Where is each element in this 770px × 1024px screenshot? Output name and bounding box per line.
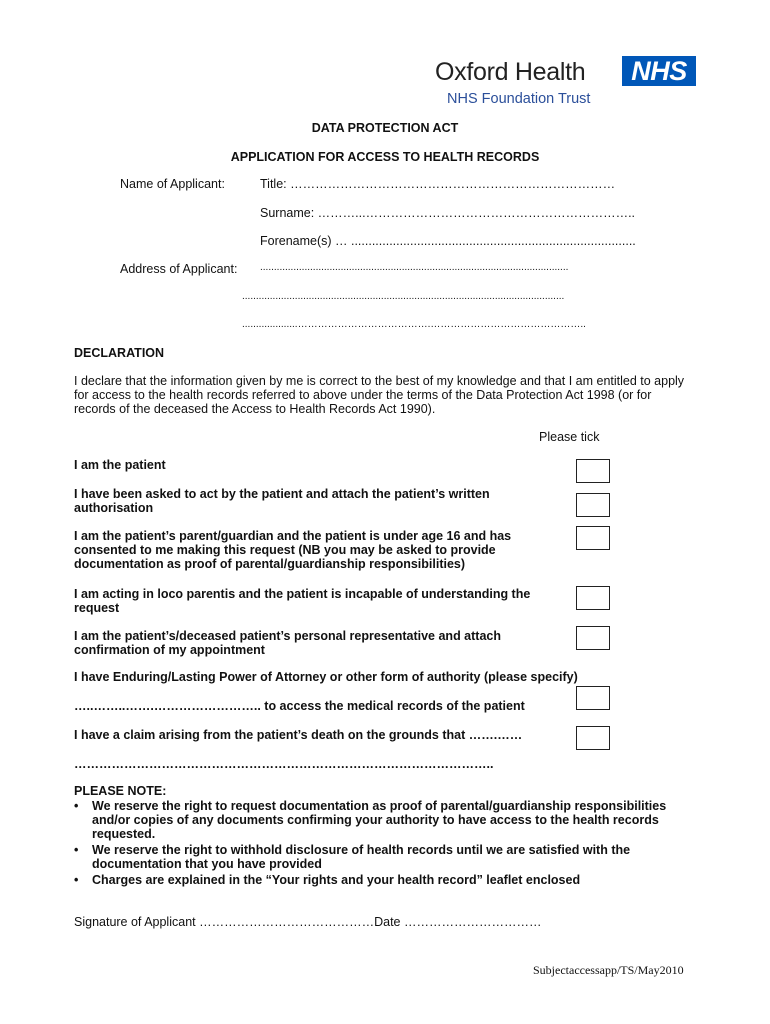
note-item <box>74 873 694 887</box>
bullet-icon: • <box>74 843 79 857</box>
org-subtitle: NHS Foundation Trust <box>447 91 591 107</box>
declaration-heading: DECLARATION <box>74 346 165 360</box>
act-title: DATA PROTECTION ACT <box>311 121 459 135</box>
name-of-applicant-label: Name of Applicant: <box>120 177 225 191</box>
org-name: Oxford Health <box>435 58 586 86</box>
signature-date-line[interactable]: Signature of Applicant ……………………………………Date …………………………… <box>74 915 542 929</box>
tick-box-patient[interactable] <box>576 459 610 483</box>
statement-claim-on-death: I have a claim arising from the patient’s death on the grounds that …….…… <box>74 728 523 742</box>
note-text: Charges are explained in the “Your rights and your health record” leaflet enclosed <box>92 873 581 887</box>
note-item <box>74 799 694 841</box>
form-title: APPLICATION FOR ACCESS TO HEALTH RECORDS <box>230 150 540 164</box>
note-item <box>74 843 694 871</box>
statement-authorised-by-patient: I have been asked to act by the patient and attach the patient’s written authorisation <box>74 487 490 515</box>
tick-box-loco-parentis[interactable] <box>576 586 610 610</box>
nhs-logo: NHS <box>622 56 696 86</box>
statement-loco-parentis: I am acting in loco parentis and the patient is incapable of understanding the request <box>74 587 531 615</box>
note-text: We reserve the right to request documentation as proof of parental/guardianship responsibilities and/or copies of any documents confirming your authority to have access to the health records requested. <box>92 799 667 841</box>
address-of-applicant-label: Address of Applicant: <box>120 262 238 276</box>
title-field[interactable]: Title: …………………………………………………………………… <box>260 177 616 191</box>
bullet-icon: • <box>74 799 79 813</box>
forename-field[interactable]: Forename(s) … .................................................................................. <box>260 234 636 248</box>
statement-parent-guardian: I am the patient’s parent/guardian and the patient is under age 16 and has consented to me making this request (NB you may be asked to provide documentation as proof of parental/guardianship responsibilities) <box>74 529 512 571</box>
statement-personal-representative: I am the patient’s/deceased patient’s personal representative and attach confirmation of my appointment <box>74 629 501 657</box>
please-note-heading: PLEASE NOTE: <box>74 784 167 798</box>
tick-box-parent-guardian[interactable] <box>576 526 610 550</box>
tick-box-authorised[interactable] <box>576 493 610 517</box>
statement-patient: I am the patient <box>74 458 166 472</box>
address-line-3[interactable]: ....................………………………………….……………………………………….. <box>242 319 586 330</box>
statement-power-of-attorney: I have Enduring/Lasting Power of Attorney or other form of authority (please specify) <box>74 670 578 684</box>
statement-claim-grounds-line: ……………………………………………………………………………………….. <box>74 757 494 771</box>
bullet-icon: • <box>74 873 79 887</box>
address-line-1[interactable]: ............................................................................................................... <box>260 262 569 273</box>
surname-field[interactable]: Surname: ………...……………………………………………………….. <box>260 206 636 220</box>
tick-box-personal-representative[interactable] <box>576 626 610 650</box>
declaration-text: I declare that the information given by me is correct to the best of my knowledge and that I am entitled to apply for access to the health records referred to above under the terms of the Data Protection Act 1998 (or for records of the deceased the Access to Health Records Act 1990). <box>74 374 685 416</box>
tick-box-claim[interactable] <box>576 726 610 750</box>
tick-box-power-of-attorney[interactable] <box>576 686 610 710</box>
note-text: We reserve the right to withhold disclosure of health records until we are satisfied with the documentation that you have provided <box>92 843 631 871</box>
please-tick-label: Please tick <box>539 430 600 444</box>
statement-attorney-specify-line: …..……..…….…………………….. to access the medical records of the patient <box>74 699 525 713</box>
form-reference: Subjectaccessapp/TS/May2010 <box>533 963 684 977</box>
address-line-2[interactable]: .................................................................................................................... <box>242 291 565 302</box>
